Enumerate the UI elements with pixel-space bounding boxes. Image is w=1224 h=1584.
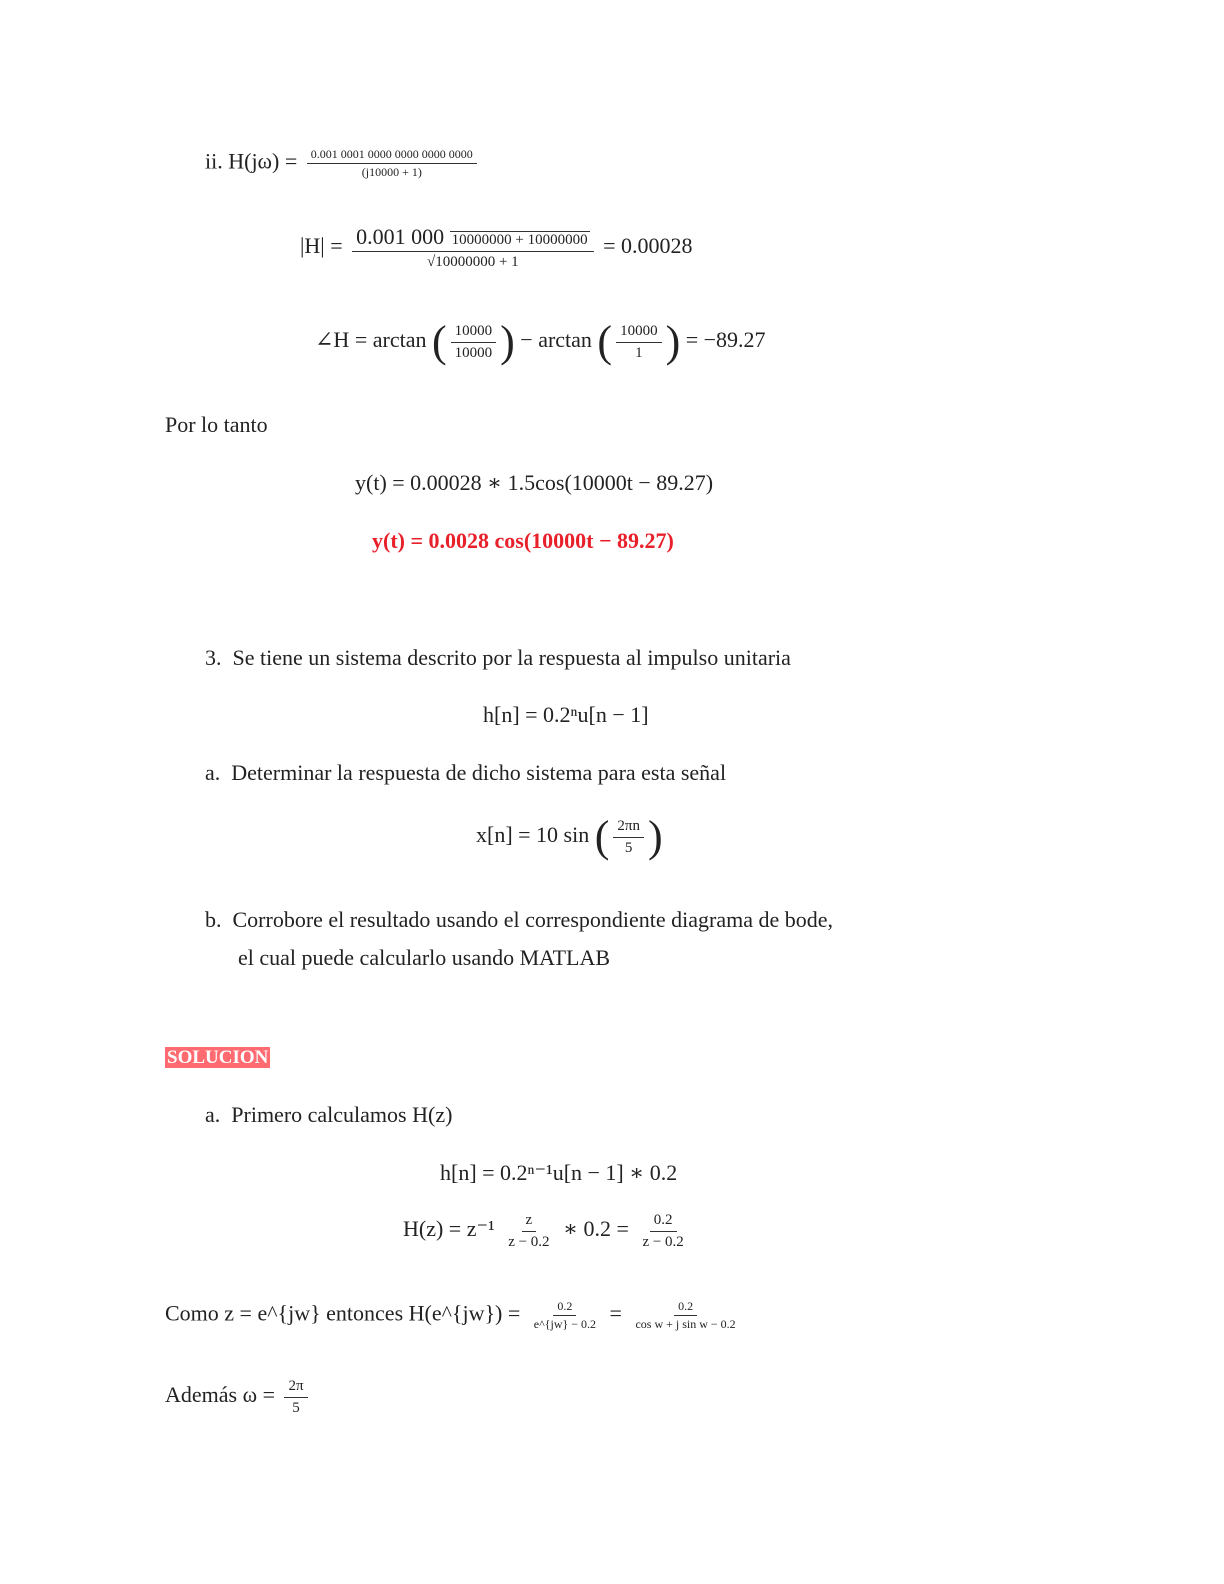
- xn-lhs: x[n] = 10 sin: [476, 822, 590, 848]
- angle-fraction-2: [616, 323, 662, 361]
- magnitude-lhs: |H| =: [300, 232, 343, 258]
- hz-equation: [403, 1212, 692, 1250]
- ademas-denominator: 5: [292, 1399, 300, 1416]
- item-3: [205, 645, 791, 671]
- item-b-line2: el cual puede calcularlo usando MATLAB: [238, 945, 611, 970]
- left-paren-icon: (: [597, 317, 613, 366]
- angle-f2-denominator: 1: [635, 344, 643, 361]
- magnitude-num-coef: 0.001 000: [356, 224, 445, 249]
- xn-equation: [476, 812, 663, 861]
- ademas-numerator: 2π: [284, 1378, 307, 1398]
- como-fraction-2: [631, 1300, 739, 1331]
- hz-f1-denominator: z − 0.2: [508, 1233, 550, 1250]
- hz-lhs: H(z) = z⁻¹: [403, 1216, 495, 1242]
- left-paren-icon: (: [431, 317, 447, 366]
- angle-lhs: ∠H = arctan: [315, 327, 427, 353]
- magnitude-numerator: [352, 225, 593, 252]
- angle-f1-denominator: 10000: [454, 344, 493, 361]
- item-3-text: Se tiene un sistema descrito por la respuesta al impulso unitaria: [232, 645, 791, 670]
- xn-fraction: [613, 818, 644, 856]
- item-a-text: Determinar la respuesta de dicho sistema para esta señal: [231, 760, 727, 785]
- item-a-label: a.: [205, 760, 221, 785]
- magnitude-fraction: [352, 225, 593, 271]
- yt-equation: y(t) = 0.00028 ∗ 1.5cos(10000t − 89.27): [355, 470, 714, 495]
- item-3-label: 3.: [205, 645, 222, 670]
- angle-f2-numerator: 10000: [616, 323, 662, 343]
- por-lo-tanto-text: Por lo tanto: [165, 412, 268, 437]
- hjw-denominator: (j10000 + 1): [361, 165, 422, 180]
- como-eq: =: [609, 1300, 622, 1326]
- angle-rhs: = −89.27: [685, 327, 766, 353]
- como-f2-denominator: cos w + j sin w − 0.2: [635, 1317, 736, 1332]
- item-a: [205, 760, 726, 786]
- right-paren-icon: ): [647, 812, 663, 861]
- hjw-numerator: 0.001 0001 0000 0000 0000 0000: [307, 148, 477, 164]
- como-fraction-1: [530, 1300, 600, 1331]
- solucion-heading: [165, 1043, 270, 1069]
- como-text: Como z = e^{jw} entonces H(e^{jw}) =: [165, 1300, 521, 1326]
- magnitude-equation: [300, 225, 693, 271]
- hjw-equation: [205, 148, 481, 179]
- yt-result-equation: y(t) = 0.0028 cos(10000t − 89.27): [372, 528, 674, 553]
- item-a2-label: a.: [205, 1102, 221, 1127]
- right-paren-icon: ): [665, 317, 681, 366]
- hz-mid: ∗ 0.2 =: [563, 1216, 629, 1242]
- item-a2-text: Primero calculamos H(z): [231, 1102, 453, 1127]
- hn-equation: h[n] = 0.2ⁿu[n − 1]: [483, 702, 649, 727]
- magnitude-rhs: = 0.00028: [603, 232, 693, 258]
- left-paren-icon: (: [594, 812, 610, 861]
- angle-fraction-1: [451, 323, 497, 361]
- item-ii-label: ii.: [205, 148, 223, 174]
- ademas-text: Además ω =: [165, 1382, 275, 1408]
- hz-fraction-1: [504, 1212, 553, 1250]
- hz-f1-numerator: z: [522, 1212, 537, 1232]
- item-b-label: b.: [205, 907, 222, 932]
- item-a2: [205, 1102, 452, 1128]
- angle-equation: [315, 317, 766, 366]
- item-b-line1: Corrobore el resultado usando el correspondiente diagrama de bode,: [232, 907, 834, 932]
- hn2-equation: h[n] = 0.2ⁿ⁻¹u[n − 1] ∗ 0.2: [440, 1160, 678, 1185]
- right-paren-icon: ): [500, 317, 515, 366]
- item-b: [205, 907, 833, 933]
- como-f1-numerator: 0.2: [553, 1300, 576, 1316]
- angle-f1-numerator: 10000: [451, 323, 497, 343]
- como-equation: [165, 1300, 744, 1331]
- como-f2-numerator: 0.2: [674, 1300, 697, 1316]
- hz-fraction-2: [638, 1212, 687, 1250]
- hz-f2-denominator: z − 0.2: [642, 1233, 684, 1250]
- solucion-label: SOLUCION: [167, 1047, 269, 1068]
- xn-denominator: 5: [624, 839, 633, 856]
- hjw-fraction: [307, 148, 477, 179]
- hjw-lhs: H(jω) =: [228, 148, 298, 174]
- ademas-fraction: [284, 1378, 307, 1416]
- magnitude-num-sqrt: 10000000 + 10000000: [451, 232, 588, 248]
- ademas-equation: [165, 1378, 312, 1416]
- hz-f2-numerator: 0.2: [650, 1212, 677, 1232]
- como-f1-denominator: e^{jw} − 0.2: [533, 1317, 597, 1332]
- xn-numerator: 2πn: [613, 818, 644, 838]
- angle-minus: − arctan: [520, 327, 592, 353]
- magnitude-denominator: √10000000 + 1: [426, 254, 519, 271]
